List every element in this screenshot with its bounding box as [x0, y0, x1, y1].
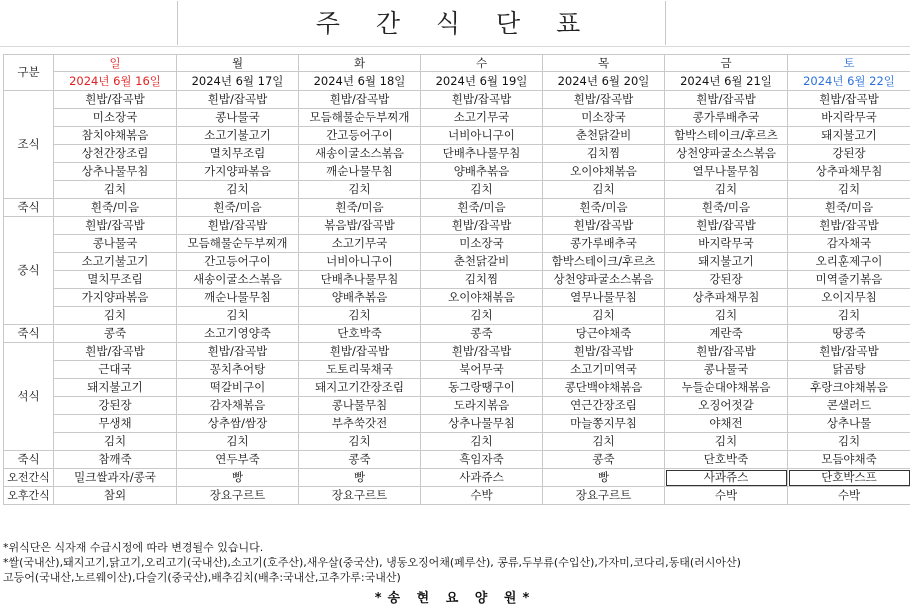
am-snack-cell[interactable]: 사과쥬스 — [665, 469, 788, 487]
menu-cell[interactable]: 너비아니구이 — [299, 253, 421, 271]
menu-cell[interactable]: 콩가루배추국 — [665, 109, 788, 127]
porridge-cell[interactable]: 흰죽/미음 — [543, 199, 665, 217]
menu-cell[interactable]: 소고기불고기 — [177, 127, 299, 145]
porridge-cell[interactable]: 흰죽/미음 — [665, 199, 788, 217]
am-snack-cell[interactable]: 밀크쌀과자/콩국 — [54, 469, 177, 487]
porridge-cell[interactable]: 땅콩죽 — [788, 325, 910, 343]
menu-cell[interactable]: 상추나물무침 — [54, 163, 177, 181]
menu-cell[interactable]: 김치 — [54, 307, 177, 325]
menu-cell[interactable]: 흰밥/잡곡밥 — [543, 91, 665, 109]
note-line: 고등어(국내산,노르웨이산),다슬기(중국산),배추김치(배추:국내산,고추가루:국내산) — [3, 571, 401, 584]
meal-label-lunch[interactable]: 중식 — [4, 217, 54, 325]
menu-cell[interactable]: 닭곰탕 — [788, 361, 910, 379]
pm-snack-cell[interactable]: 참외 — [54, 487, 177, 505]
menu-cell[interactable]: 간고등어구이 — [299, 127, 421, 145]
menu-cell[interactable]: 간고등어구이 — [177, 253, 299, 271]
menu-cell[interactable]: 상추나물 — [788, 415, 910, 433]
menu-cell[interactable]: 새송이굴소스볶음 — [177, 271, 299, 289]
menu-row — [4, 217, 910, 235]
porridge-cell[interactable]: 당근야채죽 — [543, 325, 665, 343]
title-row — [0, 0, 910, 46]
menu-cell[interactable]: 흰밥/잡곡밥 — [54, 343, 177, 361]
menu-cell[interactable]: 흰밥/잡곡밥 — [54, 91, 177, 109]
menu-cell[interactable]: 흰밥/잡곡밥 — [788, 343, 910, 361]
menu-row — [4, 271, 910, 289]
menu-cell[interactable]: 김치 — [54, 433, 177, 451]
menu-cell[interactable]: 함박스테이크/후르츠 — [543, 253, 665, 271]
menu-row — [4, 307, 910, 325]
menu-cell[interactable]: 오리훈제구이 — [788, 253, 910, 271]
weekly-menu-table — [3, 54, 910, 505]
date-header[interactable]: 2024년 6월 18일 — [299, 72, 421, 91]
am-snack-row — [4, 469, 910, 487]
menu-cell[interactable]: 김치찜 — [421, 271, 543, 289]
menu-cell[interactable]: 감자채볶음 — [177, 397, 299, 415]
am-snack-cell[interactable]: 빵 — [543, 469, 665, 487]
menu-row — [4, 235, 910, 253]
menu-cell[interactable]: 꽁치추어탕 — [177, 361, 299, 379]
menu-cell[interactable]: 돼지불고기 — [788, 127, 910, 145]
date-header[interactable]: 2024년 6월 16일 — [54, 72, 177, 91]
porridge-cell[interactable]: 흑임자죽 — [421, 451, 543, 469]
menu-cell[interactable]: 김치 — [54, 181, 177, 199]
menu-cell[interactable]: 소고기미역국 — [543, 361, 665, 379]
am-snack-cell[interactable]: 사과쥬스 — [421, 469, 543, 487]
menu-cell[interactable]: 감자채국 — [788, 235, 910, 253]
meal-label-breakfast[interactable]: 조식 — [4, 91, 54, 199]
menu-cell[interactable]: 김치 — [665, 181, 788, 199]
menu-row — [4, 253, 910, 271]
note-line: *쌀(국내산),돼지고기,닭고기,오리고기(국내산),소고기(호주산),새우살(중국산), 냉동오징어채(페루산), 콩류,두부류(수입산),가자미,코다리,동태(러시아산) — [3, 556, 741, 569]
menu-cell[interactable]: 김치 — [788, 181, 910, 199]
menu-cell[interactable]: 김치 — [299, 307, 421, 325]
menu-cell[interactable]: 상추파채무침 — [665, 289, 788, 307]
menu-cell[interactable]: 상추나물무침 — [421, 415, 543, 433]
menu-cell[interactable]: 흰밥/잡곡밥 — [421, 343, 543, 361]
menu-cell[interactable]: 김치 — [788, 307, 910, 325]
porridge-row — [4, 199, 910, 217]
menu-cell[interactable]: 부추쑥갓전 — [299, 415, 421, 433]
porridge-label[interactable]: 죽식 — [4, 199, 54, 217]
day-header[interactable]: 목 — [543, 55, 665, 72]
menu-cell[interactable]: 근대국 — [54, 361, 177, 379]
menu-cell[interactable]: 소고기불고기 — [54, 253, 177, 271]
header-date-row — [4, 72, 910, 91]
menu-cell[interactable]: 연근간장조림 — [543, 397, 665, 415]
menu-cell[interactable]: 마늘쫑지무침 — [543, 415, 665, 433]
pm-snack-cell[interactable]: 장요구르트 — [299, 487, 421, 505]
menu-cell[interactable]: 흰밥/잡곡밥 — [665, 217, 788, 235]
porridge-row — [4, 325, 910, 343]
menu-cell[interactable]: 돼지고기간장조림 — [299, 379, 421, 397]
menu-cell[interactable]: 김치 — [543, 181, 665, 199]
pm-snack-cell[interactable]: 수박 — [665, 487, 788, 505]
menu-cell[interactable]: 흰밥/잡곡밥 — [421, 217, 543, 235]
menu-row — [4, 415, 910, 433]
menu-cell[interactable]: 가지양파볶음 — [177, 163, 299, 181]
menu-cell[interactable]: 단배추나물무침 — [421, 145, 543, 163]
date-header[interactable]: 2024년 6월 17일 — [177, 72, 299, 91]
menu-cell[interactable]: 흰밥/잡곡밥 — [54, 217, 177, 235]
menu-cell[interactable]: 흰밥/잡곡밥 — [788, 91, 910, 109]
menu-cell[interactable]: 미역줄기볶음 — [788, 271, 910, 289]
porridge-cell[interactable]: 단호박죽 — [665, 451, 788, 469]
header-day-row — [4, 55, 910, 72]
pm-snack-label[interactable]: 오후간식 — [4, 487, 54, 505]
menu-cell[interactable]: 상천양파굴소스볶음 — [543, 271, 665, 289]
menu-cell[interactable]: 춘천닭갈비 — [543, 127, 665, 145]
menu-cell[interactable]: 함박스테이크/후르츠 — [665, 127, 788, 145]
menu-cell[interactable]: 오이지무침 — [788, 289, 910, 307]
menu-cell[interactable]: 콩나물국 — [54, 235, 177, 253]
menu-cell[interactable]: 미소장국 — [421, 235, 543, 253]
menu-cell[interactable]: 미소장국 — [543, 109, 665, 127]
menu-row — [4, 397, 910, 415]
menu-cell[interactable]: 소고기무국 — [421, 109, 543, 127]
menu-cell[interactable]: 상천간장조림 — [54, 145, 177, 163]
date-header[interactable]: 2024년 6월 20일 — [543, 72, 665, 91]
porridge-cell[interactable]: 흰죽/미음 — [177, 199, 299, 217]
date-header[interactable]: 2024년 6월 19일 — [421, 72, 543, 91]
menu-cell[interactable]: 미소장국 — [54, 109, 177, 127]
menu-cell[interactable]: 돼지불고기 — [54, 379, 177, 397]
am-snack-cell[interactable]: 단호박스프 — [788, 469, 910, 487]
pm-snack-cell[interactable]: 수박 — [788, 487, 910, 505]
menu-cell[interactable]: 바지락무국 — [665, 235, 788, 253]
menu-cell[interactable]: 김치 — [665, 307, 788, 325]
menu-cell[interactable]: 참치야채볶음 — [54, 127, 177, 145]
menu-cell[interactable]: 볶음밥/잡곡밥 — [299, 217, 421, 235]
menu-cell[interactable]: 김치 — [421, 433, 543, 451]
menu-cell[interactable]: 김치 — [299, 181, 421, 199]
menu-row — [4, 163, 910, 181]
menu-cell[interactable]: 열무나물무침 — [665, 163, 788, 181]
menu-cell[interactable]: 돼지불고기 — [665, 253, 788, 271]
menu-cell[interactable]: 콩나물국 — [177, 109, 299, 127]
pm-snack-cell[interactable]: 장요구르트 — [177, 487, 299, 505]
menu-row — [4, 145, 910, 163]
porridge-cell[interactable]: 흰죽/미음 — [421, 199, 543, 217]
menu-cell[interactable]: 김치 — [788, 433, 910, 451]
menu-cell[interactable]: 흰밥/잡곡밥 — [788, 217, 910, 235]
porridge-label[interactable]: 죽식 — [4, 451, 54, 469]
menu-cell[interactable]: 흰밥/잡곡밥 — [665, 91, 788, 109]
menu-cell[interactable]: 콘샐러드 — [788, 397, 910, 415]
menu-cell[interactable]: 가지양파볶음 — [54, 289, 177, 307]
day-header[interactable]: 금 — [665, 55, 788, 72]
menu-row — [4, 361, 910, 379]
menu-cell[interactable]: 강된장 — [54, 397, 177, 415]
menu-cell[interactable]: 상추쌈/쌈장 — [177, 415, 299, 433]
menu-cell[interactable]: 흰밥/잡곡밥 — [421, 91, 543, 109]
menu-cell[interactable]: 강된장 — [788, 145, 910, 163]
porridge-cell[interactable]: 콩죽 — [421, 325, 543, 343]
menu-cell[interactable]: 김치 — [177, 181, 299, 199]
menu-cell[interactable]: 야채전 — [665, 415, 788, 433]
menu-cell[interactable]: 멸치무조림 — [54, 271, 177, 289]
am-snack-cell[interactable]: 빵 — [177, 469, 299, 487]
menu-cell[interactable]: 흰밥/잡곡밥 — [543, 343, 665, 361]
menu-cell[interactable]: 흰밥/잡곡밥 — [177, 91, 299, 109]
menu-cell[interactable]: 양배추볶음 — [421, 163, 543, 181]
porridge-cell[interactable]: 흰죽/미음 — [54, 199, 177, 217]
porridge-cell[interactable]: 계란죽 — [665, 325, 788, 343]
menu-cell[interactable]: 모듬해물순두부찌개 — [299, 109, 421, 127]
porridge-cell[interactable]: 단호박죽 — [299, 325, 421, 343]
menu-cell[interactable]: 흰밥/잡곡밥 — [299, 343, 421, 361]
menu-cell[interactable]: 김치 — [177, 433, 299, 451]
facility-name: *송 현 요 양 원* — [374, 591, 536, 606]
menu-cell[interactable]: 소고기무국 — [299, 235, 421, 253]
menu-cell[interactable]: 너비아니구이 — [421, 127, 543, 145]
date-header[interactable]: 2024년 6월 22일 — [788, 72, 910, 91]
menu-cell[interactable]: 상추파채무침 — [788, 163, 910, 181]
note-line: *위식단은 식자재 수급시정에 따라 변경될수 있습니다. — [3, 541, 264, 554]
day-header[interactable]: 월 — [177, 55, 299, 72]
porridge-cell[interactable]: 모듬야채죽 — [788, 451, 910, 469]
menu-cell[interactable]: 오이야채볶음 — [421, 289, 543, 307]
menu-cell[interactable]: 양배추볶음 — [299, 289, 421, 307]
menu-cell[interactable]: 김치 — [665, 433, 788, 451]
porridge-row — [4, 451, 910, 469]
porridge-cell[interactable]: 콩죽 — [54, 325, 177, 343]
meal-label-dinner[interactable]: 석식 — [4, 343, 54, 451]
menu-cell[interactable]: 오이야채볶음 — [543, 163, 665, 181]
menu-cell[interactable]: 상천양파굴소스볶음 — [665, 145, 788, 163]
menu-cell[interactable]: 김치 — [543, 433, 665, 451]
menu-cell[interactable]: 도라지볶음 — [421, 397, 543, 415]
menu-row — [4, 289, 910, 307]
date-header[interactable]: 2024년 6월 21일 — [665, 72, 788, 91]
pm-snack-cell[interactable]: 장요구르트 — [543, 487, 665, 505]
gubun-header[interactable]: 구분 — [4, 55, 54, 91]
menu-cell[interactable]: 흰밥/잡곡밥 — [543, 217, 665, 235]
menu-cell[interactable]: 김치 — [421, 181, 543, 199]
am-snack-cell[interactable]: 빵 — [299, 469, 421, 487]
day-header[interactable]: 수 — [421, 55, 543, 72]
menu-cell[interactable]: 북어무국 — [421, 361, 543, 379]
porridge-label[interactable]: 죽식 — [4, 325, 54, 343]
menu-cell[interactable]: 흰밥/잡곡밥 — [177, 217, 299, 235]
porridge-cell[interactable]: 연두부죽 — [177, 451, 299, 469]
menu-cell[interactable]: 김치 — [543, 307, 665, 325]
menu-cell[interactable]: 동그랑땡구이 — [421, 379, 543, 397]
menu-cell[interactable]: 누들순대야채볶음 — [665, 379, 788, 397]
page-title: 주 간 식 단 표 — [315, 9, 595, 38]
porridge-cell[interactable]: 흰죽/미음 — [788, 199, 910, 217]
day-header[interactable]: 토 — [788, 55, 910, 72]
menu-row — [4, 109, 910, 127]
menu-row — [4, 379, 910, 397]
day-header[interactable]: 화 — [299, 55, 421, 72]
menu-cell[interactable]: 모듬해물순두부찌개 — [177, 235, 299, 253]
menu-cell[interactable]: 콩단백야채볶음 — [543, 379, 665, 397]
porridge-cell[interactable]: 흰죽/미음 — [299, 199, 421, 217]
menu-cell[interactable]: 무생채 — [54, 415, 177, 433]
menu-cell[interactable]: 콩나물국 — [665, 361, 788, 379]
menu-cell[interactable]: 콩가루배추국 — [543, 235, 665, 253]
menu-row — [4, 91, 910, 109]
day-header[interactable]: 일 — [54, 55, 177, 72]
menu-cell[interactable]: 김치 — [421, 307, 543, 325]
menu-cell[interactable]: 김치찜 — [543, 145, 665, 163]
menu-cell[interactable]: 새송이굴소스볶음 — [299, 145, 421, 163]
pm-snack-row — [4, 487, 910, 505]
menu-row — [4, 433, 910, 451]
menu-cell[interactable]: 춘천닭갈비 — [421, 253, 543, 271]
menu-cell[interactable]: 흰밥/잡곡밥 — [177, 343, 299, 361]
menu-cell[interactable]: 도토리묵채국 — [299, 361, 421, 379]
menu-row — [4, 181, 910, 199]
menu-cell[interactable]: 열무나물무침 — [543, 289, 665, 307]
menu-row — [4, 343, 910, 361]
menu-cell[interactable]: 떡갈비구이 — [177, 379, 299, 397]
menu-cell[interactable]: 강된장 — [665, 271, 788, 289]
menu-cell[interactable]: 깨순나물무침 — [299, 163, 421, 181]
menu-cell[interactable]: 후랑크야채볶음 — [788, 379, 910, 397]
menu-cell[interactable]: 김치 — [177, 307, 299, 325]
menu-cell[interactable]: 흰밥/잡곡밥 — [299, 91, 421, 109]
am-snack-label[interactable]: 오전간식 — [4, 469, 54, 487]
menu-cell[interactable]: 깨순나물무침 — [177, 289, 299, 307]
notes — [3, 540, 741, 585]
menu-cell[interactable]: 오징어젓갈 — [665, 397, 788, 415]
porridge-cell[interactable]: 소고기영양죽 — [177, 325, 299, 343]
menu-cell[interactable]: 콩나물무침 — [299, 397, 421, 415]
pm-snack-cell[interactable]: 수박 — [421, 487, 543, 505]
porridge-cell[interactable]: 콩죽 — [543, 451, 665, 469]
menu-cell[interactable]: 김치 — [299, 433, 421, 451]
menu-row — [4, 127, 910, 145]
menu-cell[interactable]: 바지락무국 — [788, 109, 910, 127]
menu-cell[interactable]: 단배추나물무침 — [299, 271, 421, 289]
menu-cell[interactable]: 멸치무조림 — [177, 145, 299, 163]
porridge-cell[interactable]: 콩죽 — [299, 451, 421, 469]
menu-cell[interactable]: 흰밥/잡곡밥 — [665, 343, 788, 361]
porridge-cell[interactable]: 참깨죽 — [54, 451, 177, 469]
